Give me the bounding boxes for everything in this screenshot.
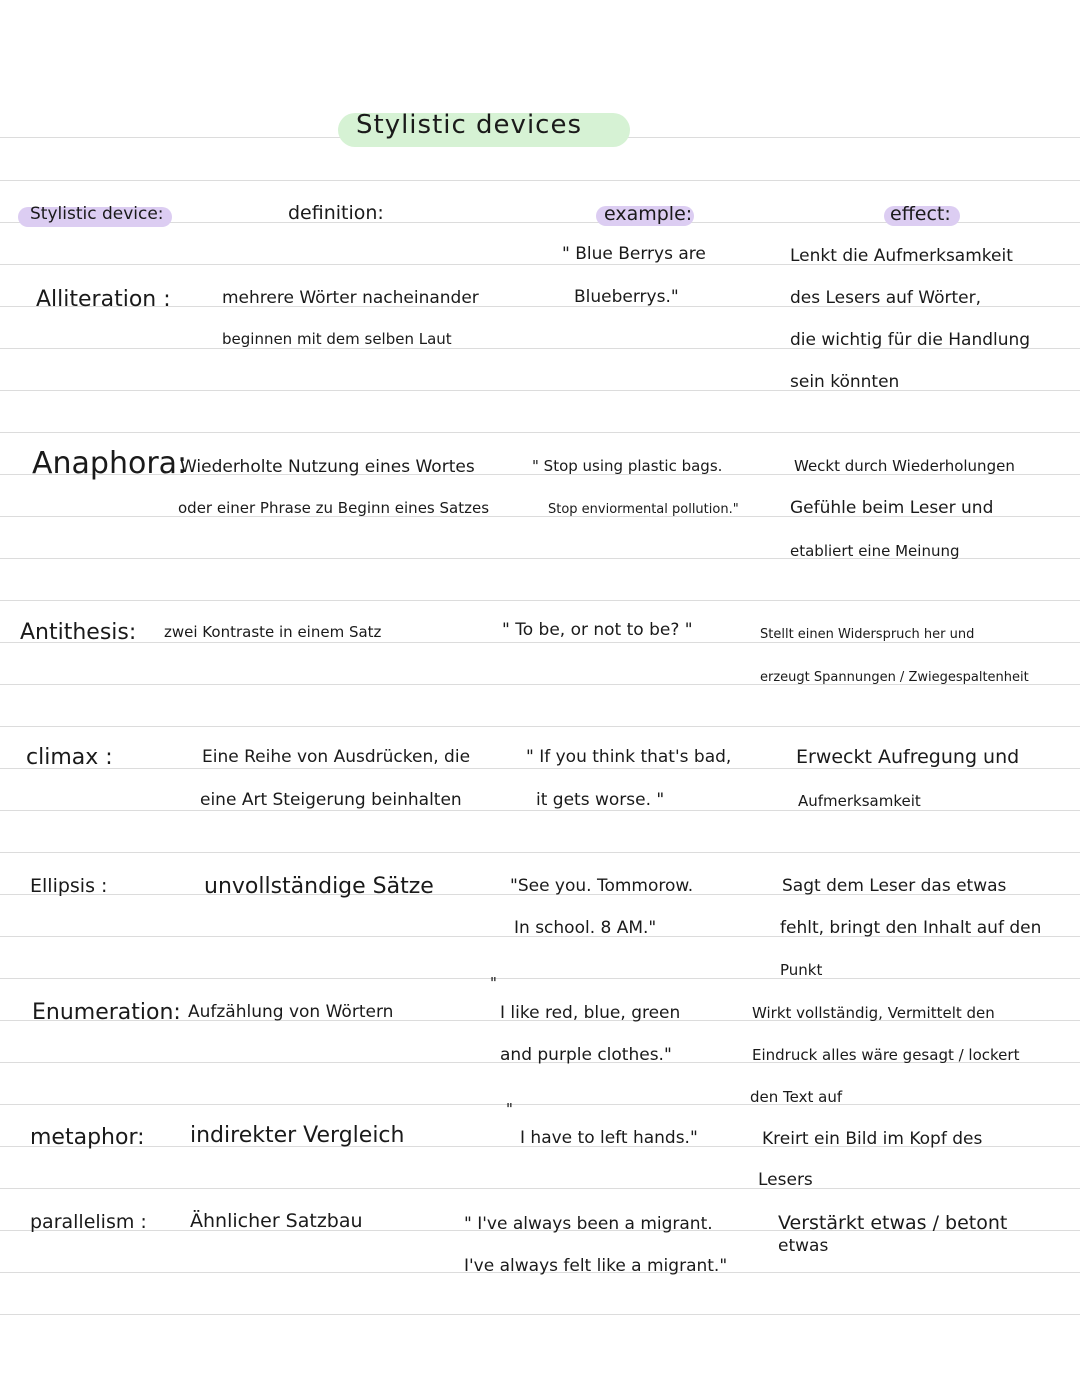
example-line: In school. 8 AM." — [514, 918, 657, 938]
effect-line: Sagt dem Leser das etwas — [782, 876, 1007, 896]
example-line: " If you think that's bad, — [526, 747, 732, 767]
header-example: example: — [604, 203, 693, 225]
example-line: " Blue Berrys are — [562, 244, 706, 264]
definition-line: eine Art Steigerung beinhalten — [200, 790, 462, 810]
effect-line: Kreirt ein Bild im Kopf des — [762, 1129, 983, 1149]
effect-line: Punkt — [780, 961, 823, 979]
ruled-line — [0, 432, 1080, 433]
example-line: Blueberrys." — [574, 287, 679, 307]
definition-line: mehrere Wörter nacheinander — [222, 288, 479, 308]
definition-line: Aufzählung von Wörtern — [188, 1002, 394, 1022]
example-line: " — [506, 1100, 513, 1118]
example-line: I like red, blue, green — [500, 1003, 681, 1023]
effect-line: fehlt, bringt den Inhalt auf den — [780, 918, 1042, 938]
effect-line: Erweckt Aufregung und — [796, 746, 1020, 768]
effect-line: erzeugt Spannungen / Zwiegespaltenheit — [760, 670, 1029, 685]
page-title: Stylistic devices — [356, 110, 583, 140]
ruled-line — [0, 978, 1080, 979]
definition-line: beginnen mit dem selben Laut — [222, 330, 452, 348]
example-line: I've always felt like a migrant." — [464, 1256, 728, 1276]
effect-line: den Text auf — [750, 1088, 843, 1106]
definition-line: oder einer Phrase zu Beginn eines Satzes — [178, 499, 490, 517]
ruled-line — [0, 852, 1080, 853]
term-ellipsis: Ellipsis : — [30, 875, 108, 897]
effect-line: Verstärkt etwas / betont — [778, 1212, 1008, 1234]
definition-line: Ähnlicher Satzbau — [190, 1210, 363, 1232]
effect-line: sein könnten — [790, 372, 900, 392]
ruled-line — [0, 1314, 1080, 1315]
effect-line: Gefühle beim Leser und — [790, 498, 994, 518]
effect-line: Aufmerksamkeit — [798, 792, 921, 810]
ruled-line — [0, 768, 1080, 769]
effect-line: Stellt einen Widerspruch her und — [760, 627, 975, 642]
term-climax: climax : — [26, 745, 113, 770]
effect-line: Lesers — [758, 1170, 813, 1190]
header-definition: definition: — [288, 202, 384, 224]
definition-line: indirekter Vergleich — [190, 1123, 405, 1148]
definition-line: Wiederholte Nutzung eines Wortes — [180, 457, 475, 477]
ruled-line — [0, 600, 1080, 601]
effect-line: etwas — [778, 1236, 829, 1256]
definition-line: unvollständige Sätze — [204, 874, 434, 899]
ruled-line — [0, 390, 1080, 391]
definition-line: Eine Reihe von Ausdrücken, die — [202, 747, 471, 767]
example-line: it gets worse. " — [536, 790, 665, 810]
effect-line: Wirkt vollständig, Vermittelt den — [752, 1004, 995, 1022]
term-antithesis: Antithesis: — [20, 620, 137, 645]
effect-line: des Lesers auf Wörter, — [790, 288, 982, 308]
ruled-line — [0, 642, 1080, 643]
ruled-line — [0, 726, 1080, 727]
example-line: I have to left hands." — [520, 1128, 698, 1148]
example-line: and purple clothes." — [500, 1045, 672, 1065]
example-line: " Stop using plastic bags. — [532, 457, 723, 475]
effect-line: Lenkt die Aufmerksamkeit — [790, 246, 1013, 266]
example-line: Stop enviormental pollution." — [548, 502, 739, 517]
effect-line: Weckt durch Wiederholungen — [794, 457, 1015, 475]
ruled-line — [0, 1188, 1080, 1189]
example-line: " I've always been a migrant. — [464, 1214, 713, 1234]
ruled-line — [0, 810, 1080, 811]
example-line: "See you. Tommorow. — [510, 876, 694, 896]
term-metaphor: metaphor: — [30, 1125, 145, 1150]
term-enumeration: Enumeration: — [32, 1000, 181, 1025]
effect-line: Eindruck alles wäre gesagt / lockert — [752, 1046, 1020, 1064]
effect-line: etabliert eine Meinung — [790, 542, 960, 560]
example-line: " — [490, 974, 497, 992]
header-effect: effect: — [890, 203, 951, 225]
term-anaphora: Anaphora: — [32, 446, 188, 481]
definition-line: zwei Kontraste in einem Satz — [164, 623, 382, 641]
term-alliteration: Alliteration : — [36, 287, 171, 312]
term-parallelism: parallelism : — [30, 1211, 147, 1233]
example-line: " To be, or not to be? " — [502, 620, 693, 640]
header-device: Stylistic device: — [30, 204, 164, 224]
effect-line: die wichtig für die Handlung — [790, 330, 1031, 350]
ruled-line — [0, 180, 1080, 181]
ruled-line — [0, 1104, 1080, 1105]
